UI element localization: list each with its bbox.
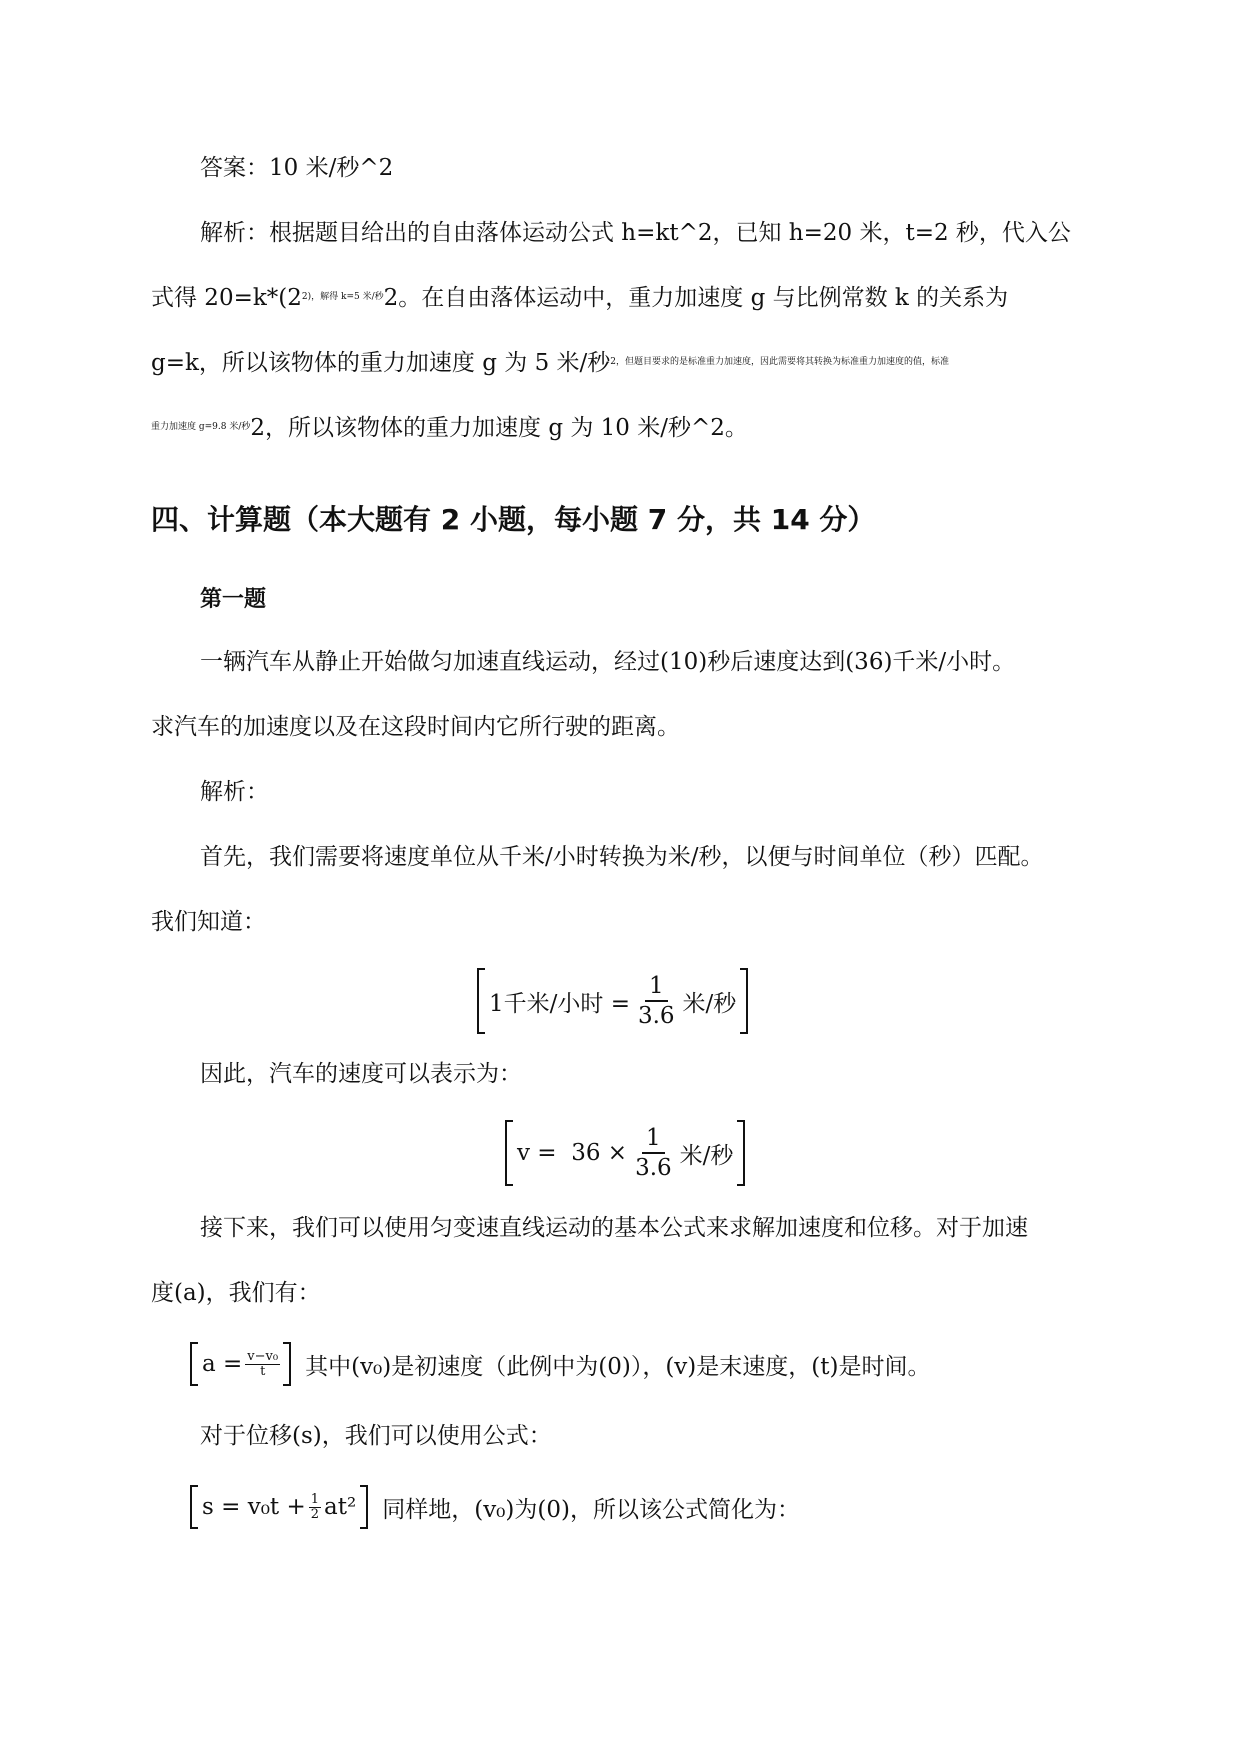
eq2-numerator: 1: [642, 1124, 665, 1154]
eq3-fraction: [245, 1350, 280, 1379]
analysis-line-4: [151, 412, 748, 444]
analysis-line-2b: 2。在自由落体运动中，重力加速度 g 与比例常数 k 的关系为: [383, 285, 1009, 311]
eq1-denominator: 3.6: [637, 1003, 675, 1029]
eq3-left: a =: [202, 1351, 243, 1377]
eq4-denominator: 2: [310, 1506, 320, 1522]
analysis-line-3: [151, 347, 949, 379]
eq2-denominator: 3.6: [635, 1155, 672, 1181]
analysis-line-4b: 2，所以该物体的重力加速度 g 为 10 米/秒^2。: [250, 415, 748, 441]
equation-velocity: [505, 1120, 745, 1186]
eq4-fraction: [309, 1493, 321, 1522]
equation-unit-conversion: [477, 968, 748, 1034]
eq1-numerator: 1: [645, 972, 668, 1002]
analysis-line-1: 解析：根据题目给出的自由落体运动公式 h=kt^2，已知 h=20 米，t=2 秒，代入公: [200, 220, 1071, 246]
body-line-5: 度(a)，我们有：: [151, 1280, 321, 1306]
problem-title: 第一题: [200, 587, 267, 612]
left-bracket: [505, 1120, 513, 1186]
body-line-6: 对于位移(s)，我们可以使用公式：: [200, 1423, 552, 1449]
analysis-line-2-tiny: 2)，解得 k=5 米/秒: [301, 292, 384, 302]
equation-acceleration: [190, 1342, 930, 1386]
eq4-numerator: 1: [310, 1491, 320, 1507]
eq1-fraction: [634, 972, 679, 1030]
right-bracket: [737, 1120, 745, 1186]
analysis-line-3a: g=k，所以该物体的重力加速度 g 为 5 米/秒: [151, 350, 611, 376]
analysis-line-3-tiny: 2，但题目要求的是标准重力加速度，因此需要将其转换为标准重力加速度的值，标准: [610, 357, 950, 367]
analysis-line-2: [151, 282, 1008, 314]
left-bracket: [477, 968, 485, 1034]
right-bracket: [283, 1342, 291, 1386]
eq1-unit: 米/秒: [682, 990, 737, 1017]
left-bracket: [190, 1342, 198, 1386]
eq4-left: s = v₀t +: [202, 1494, 306, 1520]
body-line-2: 我们知道：: [151, 909, 266, 935]
eq1-left: 1千米/小时 =: [489, 990, 630, 1017]
eq3-numerator: v−v₀: [247, 1348, 279, 1364]
left-bracket: [190, 1485, 198, 1529]
body-line-1: 首先，我们需要将速度单位从千米/小时转换为米/秒，以便与时间单位（秒）匹配。: [200, 844, 1044, 870]
body-line-3: 因此，汽车的速度可以表示为：: [200, 1061, 522, 1087]
eq3-text: 其中(v₀)是初速度（此例中为(0)），(v)是末速度，(t)是时间。: [305, 1353, 931, 1380]
question-line-2: 求汽车的加速度以及在这段时间内它所行驶的距离。: [151, 714, 680, 740]
analysis-label: 解析：: [200, 779, 269, 805]
body-line-4: 接下来，我们可以使用匀变速直线运动的基本公式来求解加速度和位移。对于加速: [200, 1215, 1028, 1241]
eq2-unit: 米/秒: [679, 1142, 734, 1169]
right-bracket: [740, 968, 748, 1034]
answer-line: 答案：10 米/秒^2: [200, 155, 394, 181]
eq4-right: at²: [324, 1494, 357, 1520]
right-bracket: [360, 1485, 368, 1529]
equation-displacement: [190, 1485, 800, 1529]
analysis-line-4-tiny: 重力加速度 g=9.8 米/秒: [151, 422, 251, 432]
section-heading: 四、计算题（本大题有 2 小题，每小题 7 分，共 14 分）: [151, 503, 876, 536]
question-line-1: 一辆汽车从静止开始做匀加速直线运动，经过(10)秒后速度达到(36)千米/小时。: [200, 649, 1016, 675]
eq2-fraction: [631, 1124, 676, 1182]
eq4-text: 同样地，(v₀)为(0)，所以该公式简化为：: [382, 1496, 800, 1523]
analysis-line-2a: 式得 20=k*(2: [151, 285, 302, 311]
eq2-left: v = 36 ×: [517, 1140, 628, 1166]
eq3-denominator: t: [260, 1363, 266, 1379]
